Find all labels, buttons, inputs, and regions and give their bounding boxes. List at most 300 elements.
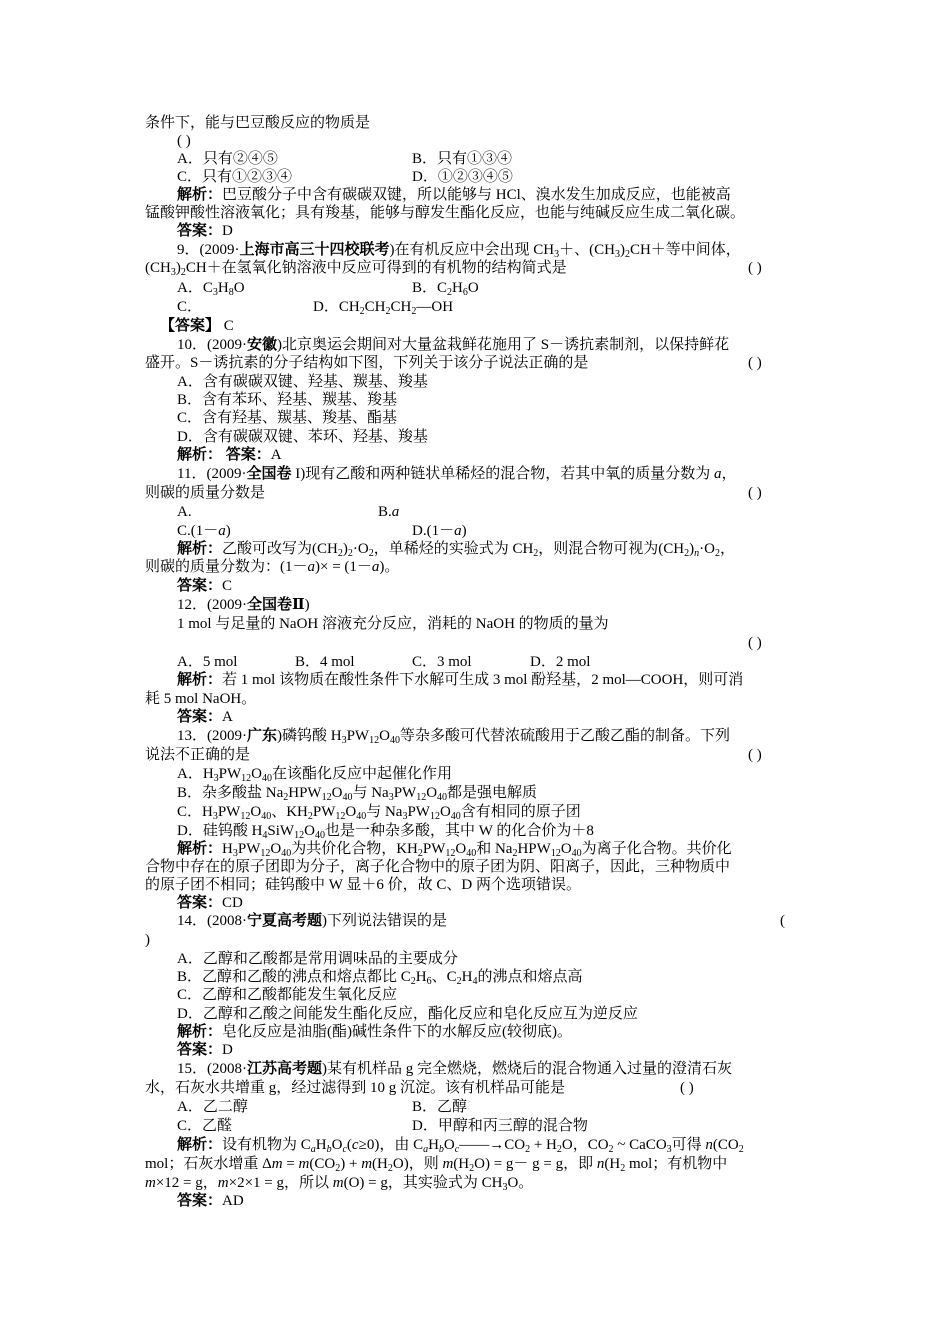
text-run: H	[428, 1137, 439, 1153]
text-run: 40	[261, 811, 272, 822]
text-run: )	[689, 541, 695, 557]
text-line	[145, 931, 805, 949]
text-run: 水，石灰水共增重 g，经过滤得到 10 g 沉淀。该有机样品可能是	[145, 1080, 566, 1096]
text-run: 全国卷Ⅱ	[247, 597, 305, 613]
text-run: A.	[177, 504, 192, 520]
text-run: 6	[462, 287, 468, 298]
text-run: m	[298, 1156, 310, 1172]
text-run: )× = (1－	[315, 559, 372, 575]
text-run: ≥0)，由 C	[358, 1137, 424, 1153]
text-run: 安徽	[247, 337, 278, 353]
text-run: =	[282, 1156, 299, 1172]
text-run: ×12 = g，	[155, 1175, 218, 1191]
text-run: CH	[364, 299, 386, 315]
text-run: 的沸点和熔点高	[477, 969, 583, 985]
answer-bracket: ( )	[748, 260, 762, 276]
text-run: O	[331, 1137, 343, 1153]
text-run: O)，则	[392, 1156, 443, 1172]
text-run: )下列说法错误的是	[322, 913, 448, 929]
text-run: 2	[556, 1144, 562, 1155]
text-run: 宁夏高考题	[247, 913, 323, 929]
text-run: O，CO	[561, 1137, 609, 1153]
text-run: )。	[379, 559, 400, 575]
text-run: C．含有羟基、羰基、羧基、酯基	[177, 410, 398, 426]
text-run: 2	[417, 848, 423, 859]
text-line	[177, 1005, 805, 1023]
text-run: A．C	[177, 280, 213, 296]
text-run: c	[351, 1137, 359, 1153]
text-run: )磷钨酸 H	[277, 728, 342, 744]
text-run: 、C	[431, 969, 457, 985]
text-line	[177, 1060, 805, 1078]
text-run: 2	[608, 1144, 614, 1155]
text-run: 3	[212, 287, 218, 298]
text-run: D．硅钨酸 H	[177, 823, 263, 839]
text-run: mol；石灰水增重 Δ	[145, 1156, 272, 1172]
text-line	[177, 336, 805, 354]
text-line	[177, 912, 805, 930]
text-run: D．甲醇和丙三醇的混合物	[412, 1118, 588, 1134]
text-run: b	[438, 1144, 444, 1155]
text-run: 10．(2009·	[177, 337, 247, 353]
answer-bracket: ( )	[748, 747, 762, 763]
text-run: B．含有苯环、羟基、羰基、羧基	[177, 392, 398, 408]
text-run: SiW	[267, 823, 295, 839]
text-run: C．只有①②③④	[177, 169, 293, 185]
text-run: C．3 mol	[412, 654, 472, 670]
text-run: 答案：	[177, 1042, 223, 1058]
option-column	[412, 522, 467, 540]
text-run: 3	[666, 1144, 672, 1155]
text-run: 乙酸可改写为(CH	[222, 541, 338, 557]
text-run: 合物中存在的原子团即为分子，离子化合物中的原子团为阴、阳离子，因此，三种物质中	[145, 859, 731, 875]
text-line	[145, 876, 805, 894]
text-run: 耗 5 mol NaOH。	[145, 691, 257, 707]
text-run: D．CH	[313, 299, 360, 315]
text-run: (	[346, 1137, 352, 1153]
text-run: 解析：	[177, 841, 223, 857]
text-run: 2	[335, 1163, 341, 1174]
text-run: ) +	[340, 1156, 362, 1172]
text-run: a	[218, 523, 226, 539]
text-run: O	[439, 804, 451, 820]
text-run: PW	[218, 766, 242, 782]
text-run: 40	[389, 735, 400, 746]
text-run: m	[271, 1156, 283, 1172]
text-run: 12	[416, 792, 427, 803]
text-line	[177, 168, 805, 186]
text-line	[145, 558, 805, 576]
text-run: 答案：	[177, 895, 223, 911]
text-run: PW	[237, 841, 261, 857]
text-run: O	[379, 728, 390, 744]
text-run: PW	[217, 804, 241, 820]
text-run: ，	[721, 466, 737, 482]
text-run: 40	[571, 848, 582, 859]
text-run: 12	[321, 792, 332, 803]
text-run: 3	[232, 848, 238, 859]
text-run: m	[145, 1175, 156, 1191]
text-run: 广东	[247, 728, 278, 744]
text-run: 全国卷	[246, 466, 292, 482]
text-run: D．乙醇和乙酸之间能发生酯化反应，酯化反应和皂化反应互为逆反应	[177, 1006, 638, 1022]
text-run: 2	[359, 306, 365, 317]
text-line	[177, 986, 805, 1004]
text-run: 12	[429, 811, 440, 822]
text-run: D．①②③④⑤	[412, 169, 513, 185]
text-run: CD	[222, 895, 243, 911]
text-run: 12	[369, 735, 380, 746]
text-run: a	[423, 1144, 429, 1155]
text-run: 2	[714, 548, 720, 559]
option-column	[530, 653, 590, 671]
text-run: 2	[385, 306, 391, 317]
text-run: c	[342, 1144, 347, 1155]
text-line	[177, 894, 805, 912]
text-run: 3	[402, 811, 408, 822]
text-run: 12	[445, 848, 456, 859]
text-run: PW	[407, 804, 430, 820]
text-run: A．只有②④⑤	[177, 151, 278, 167]
text-run: n	[705, 1137, 713, 1153]
text-run: (O) = g，其实验式为 CH	[343, 1175, 503, 1191]
text-run: a	[307, 559, 315, 575]
text-run: ——→CO	[459, 1137, 526, 1153]
text-run: 2	[533, 548, 539, 559]
text-line	[177, 222, 805, 240]
text-line	[145, 114, 805, 132]
text-run: A．含有碳碳双键、羟基、羰基、羧基	[177, 374, 428, 390]
text-line	[177, 446, 805, 464]
text-run: O	[426, 785, 438, 801]
text-line	[177, 1098, 805, 1116]
text-run: CH＋在氢氧化钠溶液中反应可得到的有机物的结构简式是	[185, 260, 567, 276]
text-run: B．C	[412, 280, 448, 296]
option-column	[412, 150, 512, 168]
text-run: 2	[337, 548, 343, 559]
text-run: b	[326, 1144, 332, 1155]
text-run: 1 mol 与足量的 NaOH 溶液充分反应，消耗的 NaOH 的物质的量为	[177, 616, 609, 632]
text-run: 2	[456, 976, 462, 987]
text-run: 2	[738, 1144, 744, 1155]
text-run: ·O	[352, 541, 369, 557]
text-run: B．乙醇和乙酸的沸点和熔点都比 C	[177, 969, 411, 985]
text-run: 设有机物为 C	[222, 1137, 311, 1153]
text-run: O	[233, 280, 245, 296]
text-line	[145, 746, 805, 764]
text-run: D	[222, 223, 233, 239]
text-line	[145, 858, 805, 876]
text-run: O	[250, 804, 262, 820]
text-line	[177, 708, 805, 726]
text-run: 上海市高三十四校联考	[239, 242, 390, 258]
text-run: m	[332, 1175, 344, 1191]
text-run: H	[217, 280, 229, 296]
text-run: )	[619, 242, 625, 258]
text-run: 和 Na	[476, 841, 513, 857]
text-line	[177, 465, 805, 483]
text-run: 也是一种杂多酸，其中 W 的化合价为＋8	[324, 823, 594, 839]
text-run: 2	[624, 249, 630, 260]
text-run: O	[304, 823, 315, 839]
text-run: 解析：	[177, 672, 223, 688]
text-run: C．	[177, 299, 203, 315]
text-run: D.(1－	[412, 523, 455, 539]
text-run: ，则混合物可视为(CH	[538, 541, 685, 557]
text-run: 9．(2009·	[177, 242, 240, 258]
text-run: )	[342, 541, 348, 557]
text-line	[177, 615, 805, 633]
text-run: 15．(2008·	[177, 1061, 247, 1077]
text-run: (CH	[145, 260, 171, 276]
text-run: 40	[262, 773, 273, 784]
text-run: O	[455, 841, 467, 857]
text-run: )	[175, 260, 181, 276]
text-run: 3	[341, 735, 347, 746]
text-run: 都是强电解质	[447, 785, 538, 801]
text-run: 2	[684, 548, 690, 559]
text-run: 12	[550, 848, 561, 859]
text-run: 12	[260, 848, 271, 859]
answer-bracket: ( )	[680, 1080, 694, 1096]
text-run: )	[461, 523, 467, 539]
text-run: 皂化反应是油脂(酯)碱性条件下的水解反应(较彻底)。	[222, 1024, 572, 1040]
text-run: PW	[393, 785, 417, 801]
text-run: C．乙醛	[177, 1118, 233, 1134]
text-run: —OH	[416, 299, 454, 315]
text-run: 2	[620, 1163, 626, 1174]
text-run: m	[442, 1156, 454, 1172]
option-column	[295, 653, 355, 671]
text-run: a	[454, 523, 462, 539]
text-run: C	[220, 318, 234, 334]
text-run: 3	[213, 773, 219, 784]
text-run: 【答案】	[160, 318, 221, 334]
text-run: O	[560, 841, 572, 857]
answer-bracket: ( )	[748, 355, 762, 371]
text-run: 说法不正确的是	[145, 747, 251, 763]
text-run: 13．(2009·	[177, 728, 247, 744]
text-run: 12	[294, 830, 305, 841]
text-run: D．含有碳碳双键、苯环、羟基、羧基	[177, 429, 428, 445]
text-run: 则碳的质量分数为：(1－	[145, 559, 308, 575]
text-run: B．4 mol	[295, 654, 355, 670]
text-run: 2	[525, 1144, 531, 1155]
text-run: B．只有①③④	[412, 151, 513, 167]
text-run: 答案：	[177, 709, 223, 725]
text-line	[177, 186, 805, 204]
text-run: 答案：	[177, 1193, 223, 1209]
text-line	[177, 391, 805, 409]
text-run: 解析：	[177, 541, 223, 557]
text-run: C	[222, 578, 233, 594]
text-run: B．乙醇	[412, 1099, 468, 1115]
text-run: 2	[411, 306, 417, 317]
answer-bracket: ( )	[748, 485, 762, 501]
text-run: m	[361, 1156, 373, 1172]
text-run: 为离子化合物。共价化	[581, 841, 732, 857]
text-run: 40	[450, 811, 461, 822]
text-run: 3	[502, 1182, 508, 1193]
text-run: ，	[719, 541, 735, 557]
text-run: )	[225, 523, 231, 539]
text-run: 2	[512, 848, 518, 859]
text-run: ，单稀烃的实验式为 CH	[373, 541, 534, 557]
text-run: 江苏高考题	[247, 1061, 323, 1077]
text-run: 12．(2009·	[177, 597, 247, 613]
text-run: 条件下，能与巴豆酸反应的物质是	[145, 115, 371, 131]
text-run: A．乙二醇	[177, 1099, 248, 1115]
text-run: O	[270, 841, 282, 857]
text-line	[160, 317, 805, 335]
text-run: 则碳的质量分数是	[145, 485, 266, 501]
text-run: HPW	[517, 841, 551, 857]
text-run: O	[251, 766, 263, 782]
text-run: ( )	[177, 133, 191, 149]
text-run: 锰酸钾酸性溶液氧化；具有羧基，能够与醇发生酯化反应，也能与纯碱反应生成二氧化碳。	[145, 205, 746, 221]
text-line	[177, 298, 805, 316]
text-line	[145, 1079, 805, 1097]
option-column	[412, 653, 472, 671]
option-column	[412, 1117, 588, 1135]
text-run: D．2 mol	[530, 654, 591, 670]
text-run: + H	[530, 1137, 557, 1153]
text-run: 解析： 答案：	[177, 447, 271, 463]
text-run: 40	[314, 830, 325, 841]
text-run: 3	[170, 267, 176, 278]
text-run: 12	[335, 811, 346, 822]
text-line	[177, 950, 805, 968]
text-run: (CO	[712, 1137, 739, 1153]
text-run: 可得	[671, 1137, 706, 1153]
text-line	[177, 150, 805, 168]
text-run: (H	[372, 1156, 388, 1172]
text-run: O) = g－ g = g，即	[474, 1156, 597, 1172]
text-run: PW	[346, 728, 370, 744]
text-run: 4	[262, 830, 268, 841]
text-run: 3	[554, 249, 560, 260]
text-run: n	[694, 548, 700, 559]
text-run: )北京奥运会期间对大量盆栽鲜花施用了 S－诱抗素制剂，以保持鲜花	[277, 337, 730, 353]
text-run: 12	[241, 773, 252, 784]
text-run: ＋、(CH	[559, 242, 615, 258]
text-line	[177, 577, 805, 595]
text-run: 12	[240, 811, 251, 822]
text-run: C.(1－	[177, 523, 219, 539]
text-run: 与 Na	[366, 804, 403, 820]
text-run: 含有相同的原子团	[460, 804, 581, 820]
text-line	[145, 204, 805, 222]
text-run: 3	[212, 811, 218, 822]
text-run: 2	[307, 811, 313, 822]
text-run: 的原子团不相同；硅钨酸中 W 显＋6 价，故 C、D 两个选项错误。	[145, 877, 581, 893]
text-run: n	[596, 1156, 605, 1172]
text-run: 3	[614, 249, 620, 260]
text-run: 、KH	[271, 804, 308, 820]
text-line	[145, 484, 805, 502]
text-line	[177, 1192, 805, 1210]
text-line	[177, 522, 805, 540]
text-run: a	[713, 466, 722, 482]
text-run: C．乙醇和乙酸都能发生氧化反应	[177, 987, 398, 1003]
text-line	[177, 409, 805, 427]
text-run: 等杂多酸可代替浓硫酸用于乙酸乙酯的制备。下列	[399, 728, 730, 744]
text-run: (H	[453, 1156, 470, 1172]
answer-bracket: (	[780, 913, 785, 929]
text-run: 2	[347, 548, 353, 559]
text-run: (CO	[309, 1156, 336, 1172]
text-run: 答案：	[177, 578, 223, 594]
text-line	[177, 1117, 805, 1135]
text-line	[177, 373, 805, 391]
text-run: 解析：	[177, 187, 223, 203]
text-run: 4	[472, 976, 478, 987]
text-run: 40	[437, 792, 448, 803]
text-run: H	[452, 280, 463, 296]
text-run: ×2×1 = g，所以	[228, 1175, 333, 1191]
text-run: I)现有乙酸和两种链状单稀烃的混合物，若其中氧的质量分数为	[291, 466, 714, 482]
text-run: c	[454, 1144, 460, 1155]
text-run: B.	[378, 504, 392, 520]
text-run: m	[217, 1175, 229, 1191]
text-run: 2	[368, 548, 374, 559]
text-run: A．5 mol	[177, 654, 238, 670]
text-run: 2	[447, 287, 453, 298]
text-run: H	[315, 1137, 327, 1153]
text-run: )在有机反应中会出现 CH	[389, 242, 555, 258]
text-run: PW	[312, 804, 336, 820]
text-line	[177, 1041, 805, 1059]
text-run: )	[304, 597, 310, 613]
text-run: CH	[390, 299, 412, 315]
text-run: O。	[507, 1175, 534, 1191]
text-run: mol；有机物中	[625, 1156, 728, 1172]
text-run: 巴豆酸分子中含有碳碳双键，所以能够与 HCl、溴水发生加成反应，也能被高	[222, 187, 731, 203]
text-run: 在该酯化反应中起催化作用	[272, 766, 453, 782]
text-run: 解析：	[177, 1137, 223, 1153]
text-run: 40	[466, 848, 477, 859]
text-line	[177, 1023, 805, 1041]
text-run: HPW	[288, 785, 322, 801]
text-run: 为共价化合物，KH	[291, 841, 418, 857]
text-run: C．H	[177, 804, 213, 820]
text-run: 2	[387, 1163, 393, 1174]
text-run: )某有机样品 g 完全燃烧，燃烧后的混合物通入过量的澄清石灰	[322, 1061, 733, 1077]
text-run: 40	[356, 811, 367, 822]
text-run: 40	[342, 792, 353, 803]
answer-bracket: ( )	[748, 635, 762, 651]
text-run: )	[145, 932, 150, 948]
text-run: ·O	[699, 541, 715, 557]
text-line	[177, 132, 805, 150]
text-run: H	[222, 841, 233, 857]
text-run: PW	[422, 841, 446, 857]
text-run: a	[391, 504, 400, 520]
text-run: 2	[180, 267, 186, 278]
text-line	[177, 503, 805, 521]
text-run: A．H	[177, 766, 214, 782]
text-line	[177, 653, 805, 671]
text-run: O	[345, 804, 357, 820]
text-run: a	[371, 559, 380, 575]
text-run: A	[222, 709, 233, 725]
text-run: 答案：	[177, 223, 223, 239]
text-run: AD	[222, 1193, 244, 1209]
text-run: 40	[281, 848, 292, 859]
text-run: 若 1 mol 该物质在酸性条件下水解可生成 3 mol 酚羟基，2 mol—COOH，则可消	[222, 672, 744, 688]
text-run: D	[222, 1042, 233, 1058]
text-run: H	[461, 969, 473, 985]
